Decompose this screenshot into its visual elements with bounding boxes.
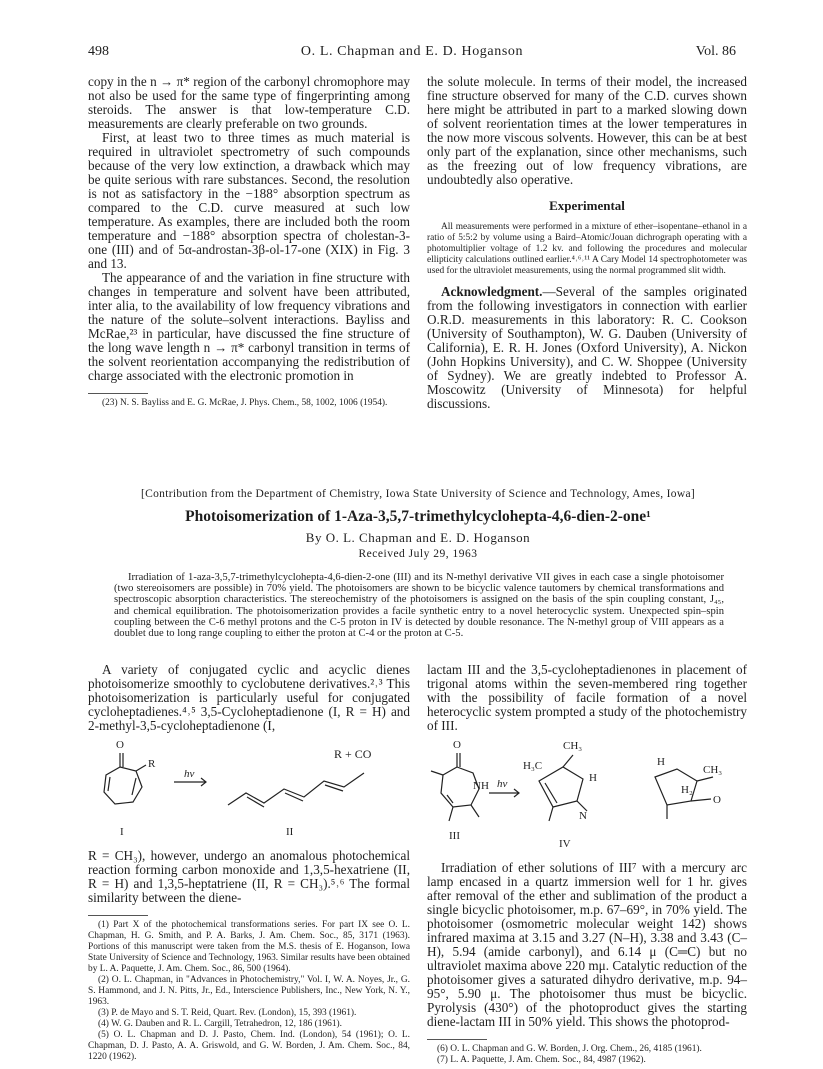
article-authors: By O. L. Chapman and E. D. Hoganson: [305, 530, 531, 545]
paragraph: The appearance of and the variation in fine structure with changes in temperature and solvent have been attributed, inter alia, to the availability of low frequency vibrations and the nature of the solute–solvent interactions. Bayliss and McRae,²³ in particular, have discussed the fine structure of the long wave length n → π* carbonyl transition in terms of the solvent reorientation accompanying the redistribution of charge associated with the electronic promotion in: [88, 270, 410, 383]
page-number: 498: [88, 44, 109, 59]
scheme-CH3-label: CH₃: [563, 740, 583, 752]
scheme-hv-label: hν: [497, 778, 508, 790]
paragraph: the solute molecule. In terms of their model, the increased fine structure observed for many of the C.D. curves shown here might be attributed in part to a marked slowing down of solvent reorientation times at the lower temperatures in the now more viscous solvents. However, this can be at best only part of the explanation, since other mechanisms, such as the freezing out of low frequency vibrations, are undoubtedly also operative.: [427, 74, 747, 187]
scheme-CH3-label: CH₃: [703, 764, 723, 776]
running-title: O. L. Chapman and E. D. Hoganson: [300, 44, 524, 59]
acknowledgment-lead: Acknowledgment.: [441, 284, 543, 299]
scheme-H2-label: H₂: [681, 784, 693, 796]
scheme-right-drawing: [427, 737, 747, 857]
scheme-H-label: H: [589, 772, 597, 784]
article-title: Photoisomerization of 1-Aza-3,5,7-trimethylcyclohepta-4,6-dien-2-one¹: [185, 508, 651, 525]
footnotes-right: [427, 1044, 747, 1066]
paragraph: First, at least two to three times as much material is required in ultraviolet spectrometry of such compounds because of the very low extinction, a drawback which may be quite serious with rare substances. Second, the resolution is not as satisfactory in the −188° absorption spectrum as compared to the C.D. curve measured at such low temperature. As examples, there are included both the room temperature and −188° absorption spectra of cholestan-3-one (III) and of 5α-androstan-3β-ol-17-one (XIX) in Fig. 3 and 13.: [88, 130, 410, 271]
scheme-azepinone: [427, 737, 747, 857]
scheme-cycloheptadienone: [88, 737, 410, 845]
paragraph: copy in the n → π* region of the carbonyl chromophore may not also be used for the same type of fingerprinting among steroids. The answer is that low-temperature C.D. measurements are clearly preferable on two grounds.: [88, 74, 410, 131]
article-left-column: [88, 663, 410, 1063]
abstract-text: Irradiation of 1-aza-3,5,7-trimethylcyclohepta-4,6-dien-2-one (III) and its N-methyl derivative VII gives in each case a single photoisomer (two stereoisomers are possible) in 70% yield. The photoisomers are shown to be bicyclic valence tautomers by chemical transformations and spectroscopic absorption characteristics. The stereochemistry of the photoisomers is assigned on the basis of the spin coupling constant, J₄₅, and chemical equilibration. The photoisomerization provides a facile synthetic entry to a novel heterocyclic system. Unexpected spin–spin coupling between the C-6 methyl protons and the C-5 proton in IV is detected by double resonance. The N-methyl group of VIII appears as a doublet due to long range coupling to either the proton at C-4 or the proton at C-5.: [114, 572, 724, 640]
footnote: (1) Part X of the photochemical transformations series. For part IX see O. L. Chapman, H. G. Smith, and P. A. Barks, J. Am. Chem. Soc., 85, 3171 (1963). Portions of this manuscript were taken from the M.S. thesis of E. Hoganson, Iowa State University of Science and Technology, 1963. Similar results have been obtained by L. A. Paquette, J. Am. Chem. Soc., 86, 500 (1964).: [88, 920, 410, 974]
acknowledgment-text: —Several of the samples originated from the following investigators in connection with earlier O.R.D. measurements in this laboratory: R. C. Cookson (University of Southampton), W. G. Dauben (University of California), E. R. H. Jones (Oxford University), A. Nickon (John Hopkins University), and C. W. Shoppee (University of Sydney). We are greatly indebted to Professor A. Moscowitz (University of Minnesota) for helpful discussions.: [427, 284, 747, 411]
footnote: (5) O. L. Chapman and D. J. Pasto, Chem. Ind. (London), 54 (1961); O. L. Chapman, D. J. Pasto, A. A. Griswold, and G. W. Borden, J. Am. Chem. Soc., 84, 1220 (1962).: [88, 1030, 410, 1062]
compound-II-label: II: [286, 826, 294, 838]
paragraph: Irradiation of ether solutions of III⁷ with a mercury arc lamp encased in a quartz immersion well for 1 hr. gives after removal of the ether and sublimation of the product a single bicyclic photoisomer, m.p. 67–69°, in 70% yield. The photoisomer (osmometric molecular weight 142) shows infrared maxima at 3.15 and 3.27 (N–H), 3.38 and 3.43 (C–H), 5.94 (amide carbonyl), and 6.14 μ (C═C) but no ultraviolet maxima above 220 mμ. Catalytic reduction of the photoisomer gives a saturated dihydro derivative, m.p. 94–95°, 5.90 μ. The photoisomer thus must be bicyclic. Pyrolysis (430°) of the photoproduct gives the starting diene-lactam III in 50% yield. This shows the photoprod-: [427, 860, 747, 1029]
volume-label: Vol. 86: [695, 44, 736, 59]
footnote-rule: [88, 393, 148, 394]
previous-article-right-column: [427, 75, 747, 411]
triene-II: [228, 773, 364, 805]
paragraph: A variety of conjugated cyclic and acyclic dienes photoisomerize smoothly to cyclobutene derivatives.²˒³ This photoisomerization is particularly useful for conjugated cycloheptadienes.⁴˒⁵ 3,5-Cycloheptadienone (I, R = H) and 2-methyl-3,5-cycloheptadienone (I,: [88, 662, 410, 733]
footnote: (2) O. L. Chapman, in "Advances in Photochemistry," Vol. I, W. A. Noyes, Jr., G. S. Hammond, and J. N. Pitts, Jr., Ed., Interscience Publishers, Inc., New York, N. Y., 1963.: [88, 975, 410, 1007]
ring-IV-a: [539, 767, 583, 807]
contribution-line: [Contribution from the Department of Chemistry, Iowa State University of Science and Technology, Ames, Iowa]: [141, 488, 695, 500]
footnote: (4) W. G. Dauben and R. L. Cargill, Tetrahedron, 12, 186 (1961).: [98, 1019, 343, 1029]
previous-article-left-column: [88, 75, 410, 409]
ring-I: [104, 767, 142, 804]
scheme-O-label: O: [713, 794, 721, 806]
scheme-hv-label: hν: [184, 768, 195, 780]
footnote-rule: [427, 1039, 487, 1040]
scheme-N-label: N: [579, 810, 587, 822]
footnote: (7) L. A. Paquette, J. Am. Chem. Soc., 84, 4987 (1962).: [437, 1055, 646, 1065]
abstract: [114, 572, 724, 639]
compound-I-label: I: [120, 826, 124, 838]
scheme-H-label: H: [657, 756, 665, 768]
footnote-rule: [88, 915, 148, 916]
footnotes-left: [88, 920, 410, 1063]
paragraph: R = CH₃), however, undergo an anomalous photochemical reaction forming carbon monoxide and 1,3,5-hexatriene (II, R = H) and 1,3,5-heptatriene (II, R = CH₃).⁵˒⁶ The formal similarity between the diene-: [88, 848, 410, 905]
scheme-O-label: O: [116, 739, 124, 751]
compound-IV-label: IV: [559, 838, 571, 850]
paragraph: lactam III and the 3,5-cycloheptadienones in placement of trigonal atoms within the seven-membered ring together with the possibility of facile formation of a novel heterocyclic system prompted a study of the photochemistry of III.: [427, 662, 747, 733]
running-header: [88, 44, 736, 62]
footnote: (6) O. L. Chapman and G. W. Borden, J. Org. Chem., 26, 4185 (1961).: [437, 1044, 702, 1054]
experimental-heading: Experimental: [549, 198, 625, 213]
compound-III-label: III: [449, 830, 460, 842]
footnote: (23) N. S. Bayliss and E. G. McRae, J. Phys. Chem., 58, 1002, 1006 (1954).: [102, 398, 388, 408]
scheme-product-label: R + CO: [334, 747, 372, 761]
scheme-O-label: O: [453, 739, 461, 751]
footnote: (3) P. de Mayo and S. T. Reid, Quart. Rev. (London), 15, 393 (1961).: [98, 1008, 357, 1018]
scheme-R-label: R: [148, 758, 156, 770]
scheme-NH-label: NH: [473, 780, 489, 792]
scheme-H3C-label: H₃C: [523, 760, 543, 772]
experimental-text: All measurements were performed in a mixture of ether–isopentane–ethanol in a ratio of 5:5:2 by volume using a Baird–Atomic/Jouan dichrograph operating with a photomultiplier voltage of 1.2 kv. and following the procedures and molecular ellipticity calculations outlined earlier.⁴˒⁶˒¹¹ A Cary Model 14 spectrophotometer was used for the ultraviolet measurements, using the normal programmed slit width.: [427, 222, 747, 276]
article-right-column: [427, 663, 747, 1066]
received-date: Received July 29, 1963: [358, 548, 478, 560]
acknowledgment: [427, 285, 747, 411]
